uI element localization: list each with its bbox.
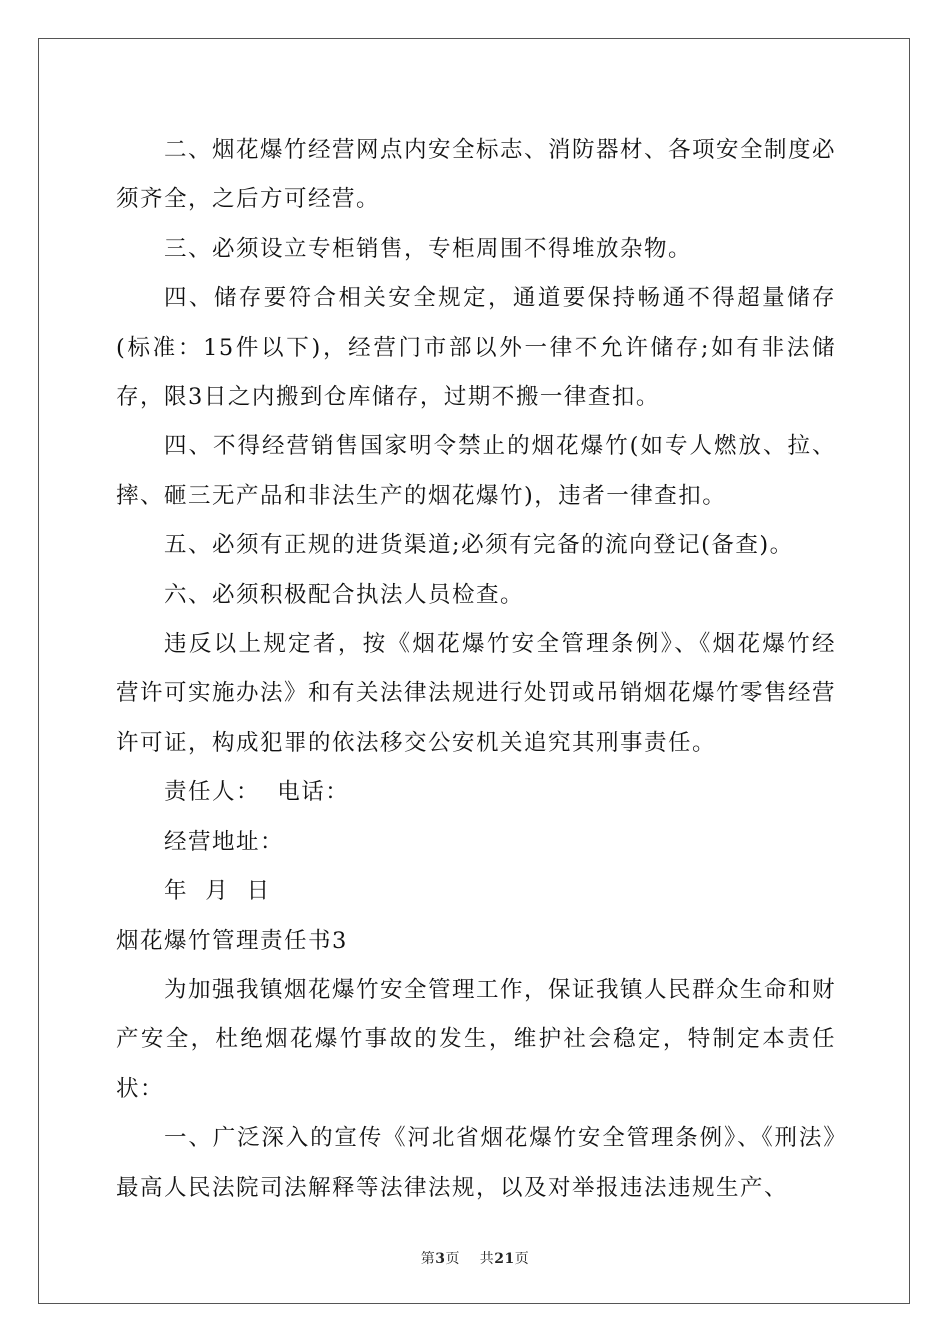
signature-line-date: 年 月 日 [164, 878, 271, 905]
section-title: 烟花爆竹管理责任书3 [116, 927, 348, 954]
paragraph: 为加强我镇烟花爆竹安全管理工作，保证我镇人民群众生命和财产安全，杜绝烟花爆竹事故的发生，维护社会稳定，特制定本责任状： [116, 976, 837, 1102]
paragraph: 四、储存要符合相关安全规定，通道要保持畅通不得超量储存(标准：15件以下)，经营门市部以外一律不允许储存;如有非法储存，限3日之内搬到仓库储存，过期不搬一律查扣。 [116, 285, 836, 411]
paragraph: 二、烟花爆竹经营网点内安全标志、消防器材、各项安全制度必须齐全，之后方可经营。 [116, 137, 837, 213]
paragraph: 违反以上规定者，按《烟花爆竹安全管理条例》、《烟花爆竹经营许可实施办法》和有关法律法规进行处罚或吊销烟花爆竹零售经营许可证，构成犯罪的依法移交公安机关追究其刑事责任。 [116, 631, 837, 756]
footer-page-suffix: 页 [445, 1251, 460, 1267]
footer-total-pages: 21 [494, 1251, 515, 1267]
footer-page-number: 3 [435, 1251, 446, 1267]
paragraph: 三、必须设立专柜销售，专柜周围不得堆放杂物。 [164, 235, 693, 262]
signature-line-address: 经营地址： [164, 828, 285, 855]
footer-prefix: 第 [420, 1251, 436, 1267]
paragraph: 一、广泛深入的宣传《河北省烟花爆竹安全管理条例》、《刑法》最高人民法院司法解释等法律法规，以及对举报违法违规生产、 [116, 1125, 836, 1201]
page-footer [0, 1248, 950, 1268]
paragraph: 四、不得经营销售国家明令禁止的烟花爆竹(如专人燃放、拉、摔、砸三无产品和非法生产的烟花爆竹)，违者一律查扣。 [116, 433, 836, 509]
signature-line-responsible-person: 责任人： 电话： [164, 779, 350, 806]
footer-total-prefix: 共 [479, 1251, 495, 1267]
document-body [116, 126, 836, 1213]
footer-total-suffix: 页 [514, 1251, 530, 1267]
paragraph: 六、必须积极配合执法人员检查。 [164, 581, 525, 608]
paragraph: 五、必须有正规的进货渠道;必须有完备的流向登记(备查)。 [164, 532, 794, 559]
